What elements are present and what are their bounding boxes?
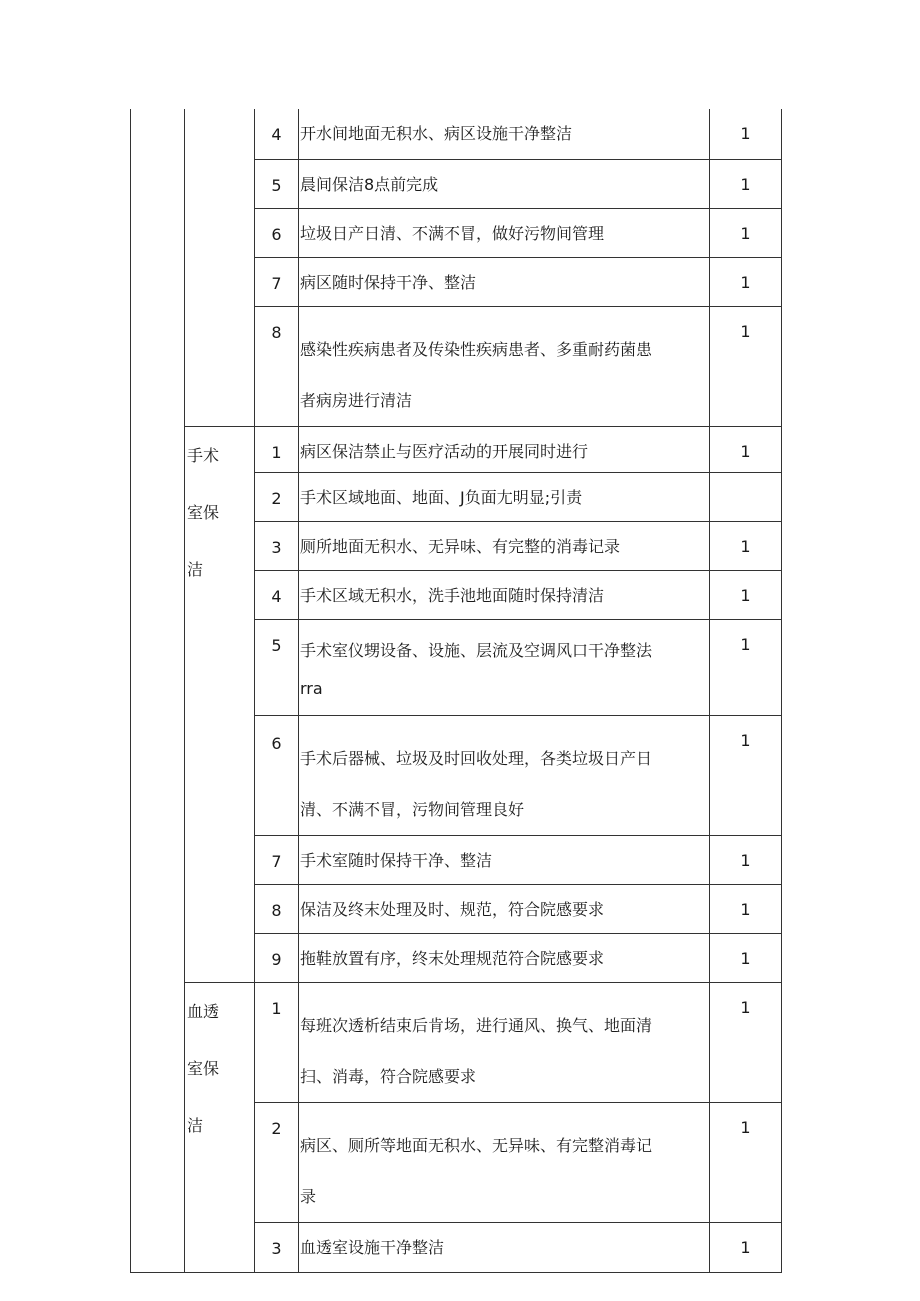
- item-description-text: 感染性疾病患者及传染性疾病患者、多重耐药菌患者病房进行清洁: [300, 339, 653, 410]
- item-number: 2: [255, 1102, 299, 1222]
- item-number: 6: [255, 208, 299, 257]
- cleaning-checklist-table: [130, 109, 782, 1273]
- table-row: [131, 109, 782, 159]
- item-description: 病区随时保持干净、整洁: [299, 257, 710, 306]
- item-description: 手术区域无积水，洗手池地面随时保持清洁: [299, 570, 710, 619]
- item-score: 1: [710, 521, 782, 570]
- item-number: 3: [255, 521, 299, 570]
- item-score: 1: [710, 835, 782, 884]
- item-score: 1: [710, 109, 782, 159]
- item-score: 1: [710, 1222, 782, 1272]
- item-score: [710, 472, 782, 521]
- item-score: 1: [710, 933, 782, 982]
- item-number: 6: [255, 715, 299, 835]
- item-description: [299, 306, 710, 426]
- item-number: 1: [255, 982, 299, 1102]
- item-number: 4: [255, 109, 299, 159]
- item-number: 5: [255, 159, 299, 208]
- item-description: 血透室设施干净整洁: [299, 1222, 710, 1272]
- item-number: 8: [255, 884, 299, 933]
- outer-column-cell: [131, 109, 185, 1272]
- category-label: 手术室保洁: [187, 445, 220, 579]
- item-score: 1: [710, 257, 782, 306]
- item-score: 1: [710, 208, 782, 257]
- item-description: [299, 1102, 710, 1222]
- item-number: 1: [255, 426, 299, 472]
- item-description: 晨间保洁8点前完成: [299, 159, 710, 208]
- item-description: 厕所地面无积水、无异味、有完整的消毒记录: [299, 521, 710, 570]
- item-number: 9: [255, 933, 299, 982]
- category-cell-operating-room: [185, 426, 255, 982]
- item-description: 拖鞋放置有序，终末处理规范符合院感要求: [299, 933, 710, 982]
- item-number: 7: [255, 835, 299, 884]
- category-cell-ward: [185, 109, 255, 426]
- item-description: 保洁及终末处理及时、规范，符合院感要求: [299, 884, 710, 933]
- category-cell-dialysis-room: [185, 982, 255, 1272]
- item-description: [299, 982, 710, 1102]
- table-row: [131, 426, 782, 472]
- item-number: 7: [255, 257, 299, 306]
- category-label: 血透室保洁: [187, 1001, 220, 1135]
- item-score: 1: [710, 982, 782, 1102]
- item-description-text: 手术后器械、垃圾及时回收处理，各类垃圾日产日清、不满不冒，污物间管理良好: [300, 748, 653, 819]
- item-description: 手术区域地面、地面、J负面尢明显;引责: [299, 472, 710, 521]
- item-number: 4: [255, 570, 299, 619]
- item-number: 3: [255, 1222, 299, 1272]
- item-score: 1: [710, 715, 782, 835]
- item-description-text: 病区、厕所等地面无积水、无异味、有完整消毒记录: [300, 1135, 653, 1206]
- item-description: 手术室随时保持干净、整洁: [299, 835, 710, 884]
- item-description: 垃圾日产日清、不满不冒，做好污物间管理: [299, 208, 710, 257]
- item-number: 8: [255, 306, 299, 426]
- item-description-text: 手术室仪甥设备、设施、层流及空调风口干净整法rra: [300, 640, 653, 698]
- item-score: 1: [710, 619, 782, 715]
- item-score: 1: [710, 570, 782, 619]
- item-score: 1: [710, 159, 782, 208]
- item-score: 1: [710, 306, 782, 426]
- item-description: [299, 619, 710, 715]
- item-description: 病区保洁禁止与医疗活动的开展同时进行: [299, 426, 710, 472]
- table-row: [131, 982, 782, 1102]
- item-description-text: 每班次透析结束后肯场，进行通风、换气、地面清扫、消毒，符合院感要求: [300, 1015, 653, 1086]
- item-score: 1: [710, 426, 782, 472]
- item-score: 1: [710, 1102, 782, 1222]
- item-score: 1: [710, 884, 782, 933]
- item-description: [299, 715, 710, 835]
- item-description: 开水间地面无积水、病区设施干净整洁: [299, 109, 710, 159]
- item-number: 5: [255, 619, 299, 715]
- item-number: 2: [255, 472, 299, 521]
